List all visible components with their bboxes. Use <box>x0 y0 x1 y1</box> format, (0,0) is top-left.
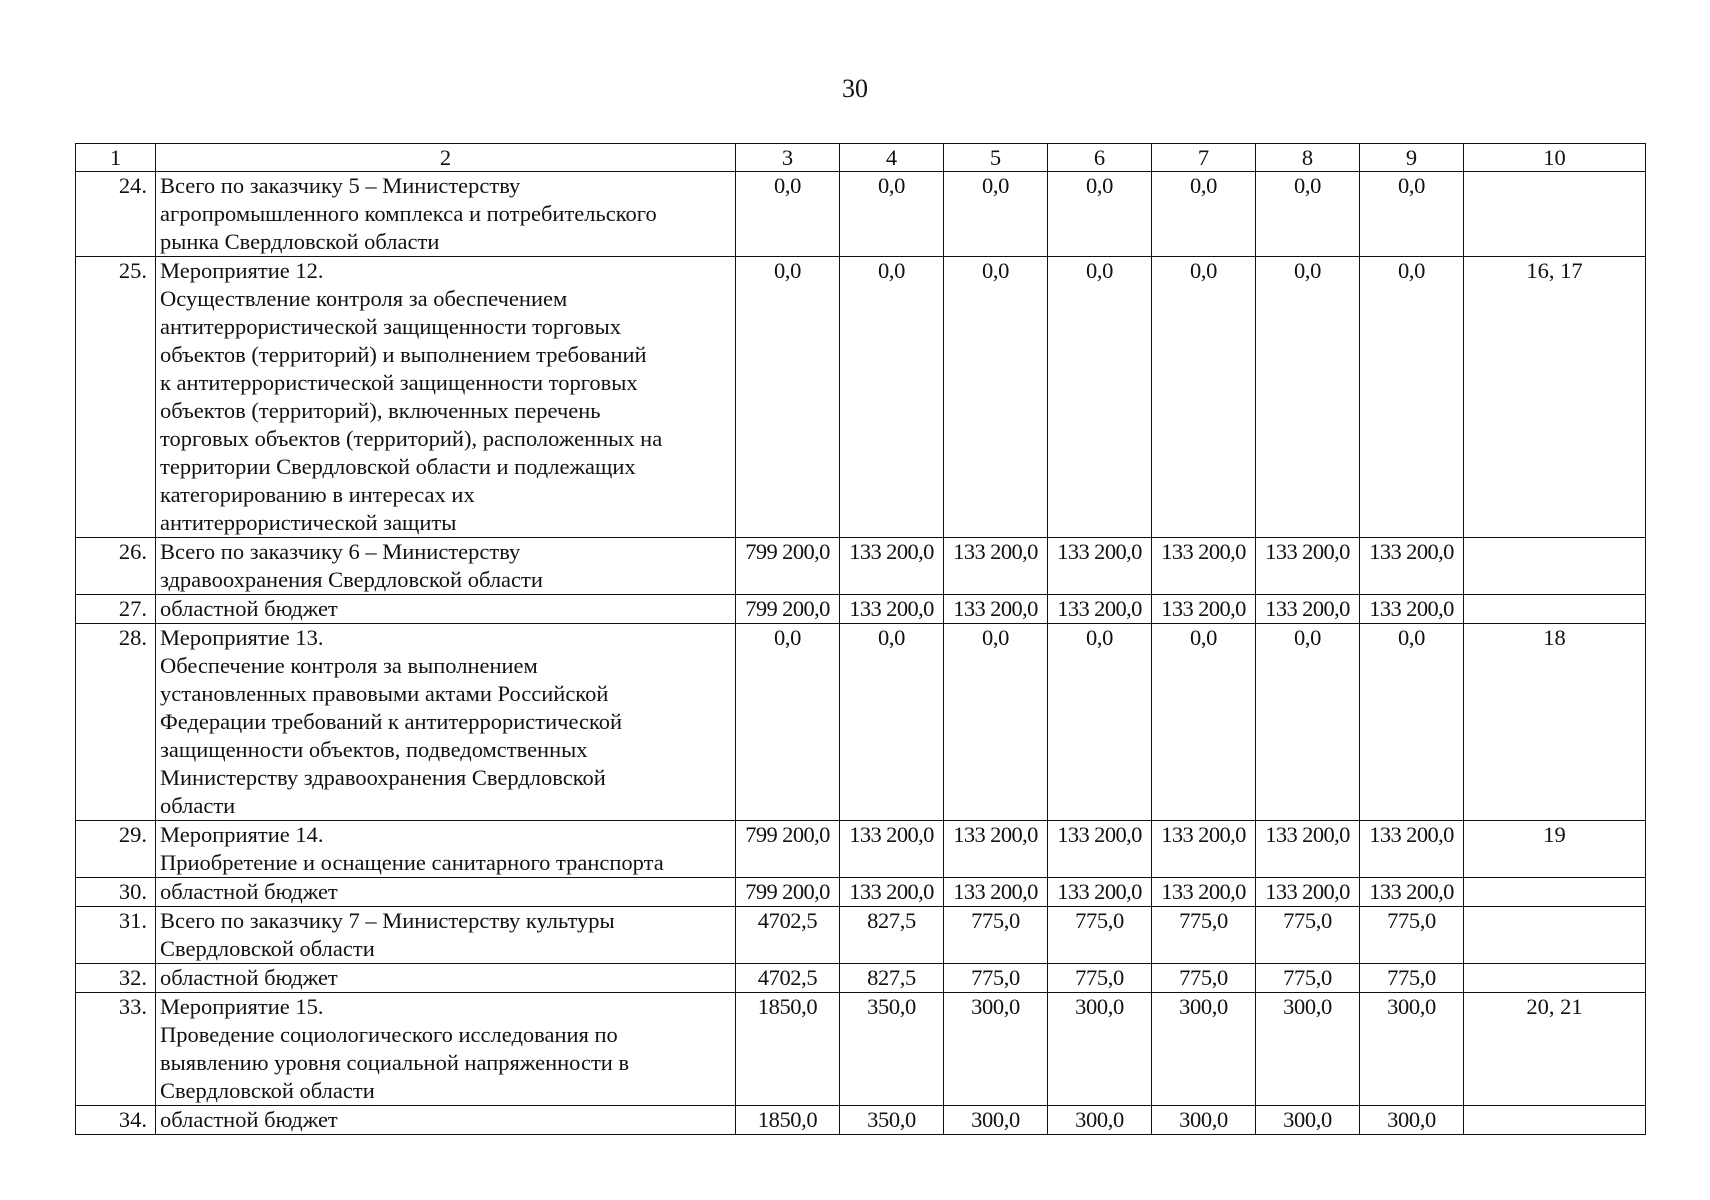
row-value-cell: 300,0 <box>1360 993 1464 1106</box>
row-description-cell: Всего по заказчику 6 – Министерству здравоохранения Свердловской области <box>156 538 736 595</box>
row-value-cell: 0,0 <box>840 624 944 821</box>
row-number-cell: 29. <box>76 821 156 878</box>
table-row <box>76 964 1646 993</box>
row-value-cell: 0,0 <box>1256 257 1360 538</box>
row-value-cell: 133 200,0 <box>1048 878 1152 907</box>
row-value-cell: 133 200,0 <box>840 821 944 878</box>
row-number-cell: 34. <box>76 1106 156 1135</box>
row-value-cell: 0,0 <box>736 257 840 538</box>
row-number-cell: 27. <box>76 595 156 624</box>
row-description-cell: Мероприятие 12. Осуществление контроля за обеспечением антитеррористической защищенности торговых объектов (территорий) и выполнением требований к антитеррористической защищенности торговых объектов (территорий), включенных перечень торговых объектов (территорий), расположенных на территории Свердловской области и подлежащих категорированию в интересах их антитеррористической защиты <box>156 257 736 538</box>
table-row <box>76 257 1646 538</box>
row-value-cell: 775,0 <box>1048 907 1152 964</box>
row-value-cell: 775,0 <box>1256 964 1360 993</box>
table-row <box>76 595 1646 624</box>
column-header: 9 <box>1360 144 1464 172</box>
row-value-cell: 799 200,0 <box>736 595 840 624</box>
row-value-cell: 133 200,0 <box>1360 821 1464 878</box>
row-number-cell: 26. <box>76 538 156 595</box>
row-number-cell: 33. <box>76 993 156 1106</box>
row-target-cell <box>1464 907 1646 964</box>
table-body <box>76 172 1646 1135</box>
row-value-cell: 133 200,0 <box>1048 821 1152 878</box>
page-number: 30 <box>842 74 868 103</box>
row-value-cell: 775,0 <box>1152 907 1256 964</box>
row-description-cell: Мероприятие 14. Приобретение и оснащение санитарного транспорта <box>156 821 736 878</box>
column-header: 8 <box>1256 144 1360 172</box>
table-row <box>76 993 1646 1106</box>
row-value-cell: 0,0 <box>840 172 944 257</box>
row-value-cell: 133 200,0 <box>840 878 944 907</box>
row-target-cell <box>1464 964 1646 993</box>
row-value-cell: 1850,0 <box>736 1106 840 1135</box>
row-target-cell <box>1464 538 1646 595</box>
row-value-cell: 775,0 <box>1360 907 1464 964</box>
column-header: 5 <box>944 144 1048 172</box>
row-target-cell <box>1464 595 1646 624</box>
row-value-cell: 300,0 <box>1256 1106 1360 1135</box>
table-row <box>76 538 1646 595</box>
row-value-cell: 0,0 <box>1048 257 1152 538</box>
row-value-cell: 300,0 <box>944 1106 1048 1135</box>
row-value-cell: 0,0 <box>1152 257 1256 538</box>
row-description-cell: областной бюджет <box>156 964 736 993</box>
row-target-cell: 16, 17 <box>1464 257 1646 538</box>
column-header: 4 <box>840 144 944 172</box>
row-value-cell: 300,0 <box>944 993 1048 1106</box>
column-header: 1 <box>76 144 156 172</box>
row-value-cell: 133 200,0 <box>1152 878 1256 907</box>
row-value-cell: 133 200,0 <box>1152 538 1256 595</box>
row-target-cell: 20, 21 <box>1464 993 1646 1106</box>
table-row <box>76 1106 1646 1135</box>
row-value-cell: 0,0 <box>1256 624 1360 821</box>
row-value-cell: 775,0 <box>944 964 1048 993</box>
row-description-cell: Всего по заказчику 7 – Министерству культуры Свердловской области <box>156 907 736 964</box>
row-number-cell: 30. <box>76 878 156 907</box>
table-row <box>76 907 1646 964</box>
row-value-cell: 350,0 <box>840 1106 944 1135</box>
row-value-cell: 0,0 <box>1360 257 1464 538</box>
row-value-cell: 300,0 <box>1256 993 1360 1106</box>
table-row <box>76 878 1646 907</box>
row-number-cell: 24. <box>76 172 156 257</box>
row-value-cell: 827,5 <box>840 907 944 964</box>
row-value-cell: 1850,0 <box>736 993 840 1106</box>
row-value-cell: 133 200,0 <box>840 538 944 595</box>
column-header: 10 <box>1464 144 1646 172</box>
row-target-cell <box>1464 878 1646 907</box>
row-description-cell: Мероприятие 15. Проведение социологического исследования по выявлению уровня социальной напряженности в Свердловской области <box>156 993 736 1106</box>
row-value-cell: 133 200,0 <box>1256 538 1360 595</box>
row-target-cell: 18 <box>1464 624 1646 821</box>
row-value-cell: 0,0 <box>736 172 840 257</box>
row-value-cell: 133 200,0 <box>1360 878 1464 907</box>
row-description-cell: областной бюджет <box>156 1106 736 1135</box>
row-value-cell: 0,0 <box>944 624 1048 821</box>
column-header: 3 <box>736 144 840 172</box>
row-value-cell: 775,0 <box>1256 907 1360 964</box>
row-description-cell: Мероприятие 13. Обеспечение контроля за выполнением установленных правовыми актами Российской Федерации требований к антитеррористической защищенности объектов, подведомственных Министерству здравоохранения Свердловской области <box>156 624 736 821</box>
row-description-cell: областной бюджет <box>156 878 736 907</box>
row-value-cell: 133 200,0 <box>1360 538 1464 595</box>
column-header: 7 <box>1152 144 1256 172</box>
row-value-cell: 133 200,0 <box>944 821 1048 878</box>
row-value-cell: 0,0 <box>1360 172 1464 257</box>
row-value-cell: 0,0 <box>1256 172 1360 257</box>
row-value-cell: 133 200,0 <box>1152 821 1256 878</box>
row-value-cell: 0,0 <box>736 624 840 821</box>
column-header: 6 <box>1048 144 1152 172</box>
row-number-cell: 28. <box>76 624 156 821</box>
row-value-cell: 133 200,0 <box>1256 821 1360 878</box>
row-value-cell: 0,0 <box>1360 624 1464 821</box>
row-value-cell: 0,0 <box>1152 624 1256 821</box>
row-value-cell: 300,0 <box>1152 993 1256 1106</box>
budget-table <box>75 143 1646 1135</box>
row-value-cell: 133 200,0 <box>1152 595 1256 624</box>
row-description-cell: областной бюджет <box>156 595 736 624</box>
table-row <box>76 821 1646 878</box>
row-value-cell: 133 200,0 <box>944 595 1048 624</box>
table-row <box>76 172 1646 257</box>
row-value-cell: 133 200,0 <box>944 878 1048 907</box>
row-value-cell: 0,0 <box>944 172 1048 257</box>
row-number-cell: 32. <box>76 964 156 993</box>
row-value-cell: 300,0 <box>1048 1106 1152 1135</box>
row-value-cell: 0,0 <box>840 257 944 538</box>
row-value-cell: 133 200,0 <box>1048 538 1152 595</box>
row-value-cell: 799 200,0 <box>736 821 840 878</box>
row-value-cell: 775,0 <box>944 907 1048 964</box>
row-value-cell: 0,0 <box>1152 172 1256 257</box>
row-value-cell: 799 200,0 <box>736 878 840 907</box>
row-value-cell: 4702,5 <box>736 907 840 964</box>
row-target-cell <box>1464 1106 1646 1135</box>
row-value-cell: 133 200,0 <box>1048 595 1152 624</box>
row-value-cell: 0,0 <box>1048 172 1152 257</box>
row-value-cell: 133 200,0 <box>1256 878 1360 907</box>
row-value-cell: 0,0 <box>944 257 1048 538</box>
row-value-cell: 0,0 <box>1048 624 1152 821</box>
row-value-cell: 4702,5 <box>736 964 840 993</box>
row-value-cell: 775,0 <box>1048 964 1152 993</box>
row-number-cell: 25. <box>76 257 156 538</box>
header-row <box>76 144 1646 172</box>
column-header: 2 <box>156 144 736 172</box>
row-value-cell: 799 200,0 <box>736 538 840 595</box>
row-description-cell: Всего по заказчику 5 – Министерству агропромышленного комплекса и потребительского рынка Свердловской области <box>156 172 736 257</box>
row-value-cell: 827,5 <box>840 964 944 993</box>
row-number-cell: 31. <box>76 907 156 964</box>
row-value-cell: 133 200,0 <box>944 538 1048 595</box>
row-value-cell: 775,0 <box>1152 964 1256 993</box>
table-row <box>76 624 1646 821</box>
row-value-cell: 133 200,0 <box>840 595 944 624</box>
row-value-cell: 775,0 <box>1360 964 1464 993</box>
row-value-cell: 300,0 <box>1152 1106 1256 1135</box>
row-target-cell: 19 <box>1464 821 1646 878</box>
row-value-cell: 300,0 <box>1048 993 1152 1106</box>
row-value-cell: 133 200,0 <box>1360 595 1464 624</box>
row-target-cell <box>1464 172 1646 257</box>
row-value-cell: 300,0 <box>1360 1106 1464 1135</box>
row-value-cell: 133 200,0 <box>1256 595 1360 624</box>
row-value-cell: 350,0 <box>840 993 944 1106</box>
